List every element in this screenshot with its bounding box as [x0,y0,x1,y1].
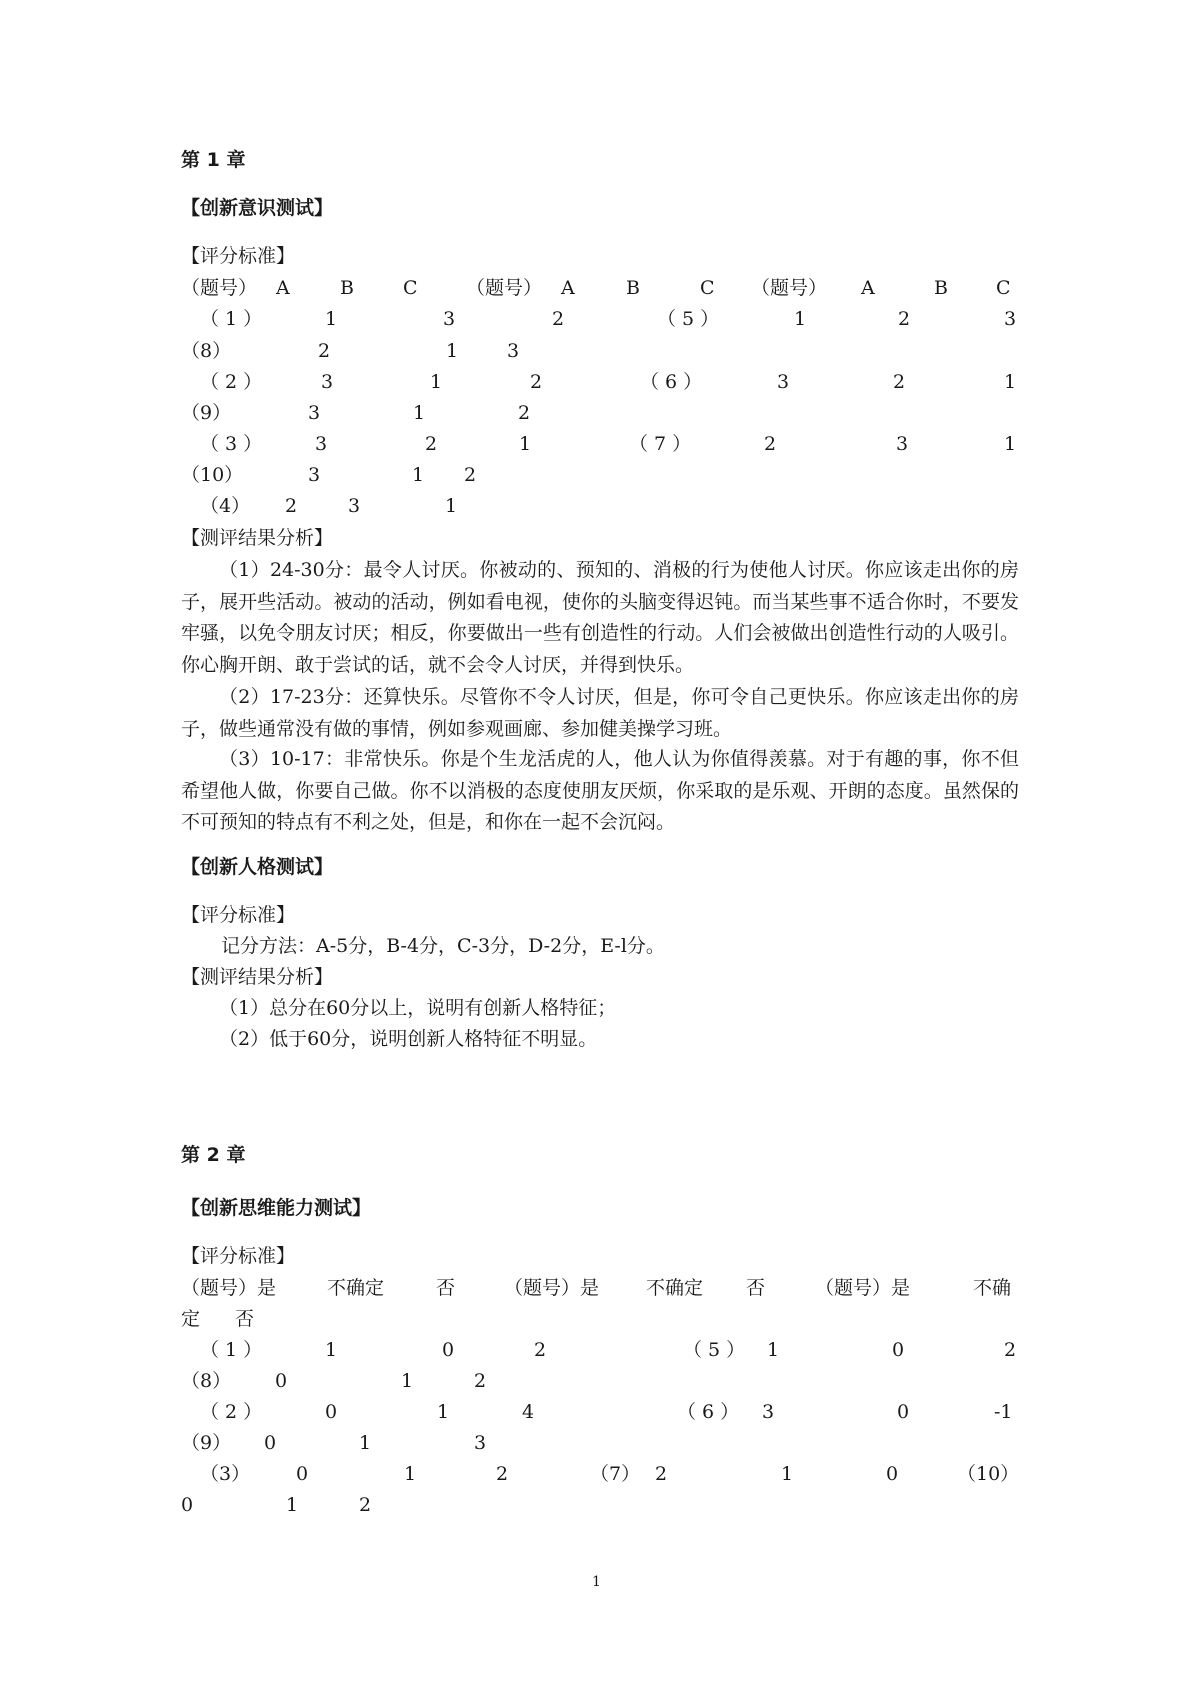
table-cell: 1 [325,1339,338,1361]
table-cell: C [700,277,715,299]
table-cell: A [861,277,875,299]
table-cell: B [340,277,354,299]
table-cell: 0 [886,1463,899,1485]
table-cell: 定 [181,1308,201,1330]
table-cell: 3 [474,1432,487,1454]
table-cell: （题号）是 [181,1277,277,1299]
table-cell: 3 [308,402,321,424]
table-cell: （ 7 ） [629,433,692,455]
analysis-paragraph: （3）10-17：非常快乐。你是个生龙活虎的人，他人认为你值得羡慕。对于有趣的事，你不但希望他人做，你要自己做。你不以消极的态度使朋友厌烦，你采取的是乐观、开朗的态度。虽然保的不可预知的特点有不利之处，但是，和你在一起不会沉闷。 [181,748,1019,833]
table-cell: 0 [275,1370,288,1392]
table-cell: （10） [181,464,244,486]
table-cell: 0 [897,1401,910,1423]
table-cell: 3 [308,464,321,486]
scoring-method: 记分方法：A-5分，B-4分，C-3分，D-2分，E-l分。 [221,935,665,957]
table-cell: （10） [957,1463,1020,1485]
table-cell: C [996,277,1011,299]
table-cell: B [626,277,640,299]
table-cell: 2 [534,1339,547,1361]
table-cell: （题号） [751,277,828,299]
analysis-paragraph: （1）24-30分：最令人讨厌。你被动的、预知的、消极的行为使他人讨厌。你应该走出你的房子，展开些活动。被动的活动，例如看电视，使你的头脑变得迟钝。而当某些事不适合你时，不要发牢骚，以免令朋友讨厌；相反，你要做出一些有创造性的行动。人们会被做出创造性行动的人吸引。你心胸开朗、敢于尝试的话，就不会令人讨厌，并得到快乐。 [181,559,1019,676]
table-cell: 2 [893,371,906,393]
table-cell: 2 [285,495,298,517]
table-cell: （4） [200,495,251,517]
table-cell: 4 [522,1401,535,1423]
table-cell: 1 [430,371,443,393]
table-cell: 1 [413,402,426,424]
table-cell: 0 [181,1494,194,1516]
table-cell: B [934,277,948,299]
table-cell: 否 [436,1277,456,1299]
table-cell: 1 [446,340,459,362]
table-cell: 3 [315,433,328,455]
table-cell: 3 [443,308,456,330]
table-cell: （题号） [466,277,543,299]
table-cell: 不确定 [327,1277,385,1299]
table-cell: （ 5 ） [683,1339,746,1361]
table-cell: 3 [321,371,334,393]
table-cell: 2 [474,1370,487,1392]
table-cell: 2 [318,340,331,362]
table-cell: （ 5 ） [657,308,720,330]
table-cell: -1 [994,1401,1013,1423]
analysis-item: （2）低于60分，说明创新人格特征不明显。 [219,1028,598,1050]
table-cell: （题号） [181,277,258,299]
table-cell: （9） [181,1432,232,1454]
table-cell: 2 [552,308,565,330]
table-cell: 1 [445,495,458,517]
table-cell: 2 [464,464,477,486]
table-cell: 1 [437,1401,450,1423]
table-cell: （8） [181,340,232,362]
table-cell: 不确定 [646,1277,704,1299]
analysis-item: （1）总分在60分以上，说明有创新人格特征； [219,997,617,1019]
analysis-label: 【测评结果分析】 [181,527,334,549]
table-cell: 2 [425,433,438,455]
table-cell: 3 [348,495,361,517]
innovative-personality-test-title: 【创新人格测试】 [181,856,334,878]
table-cell: 2 [898,308,911,330]
table-cell: 2 [530,371,543,393]
table-cell: 2 [764,433,777,455]
table-cell: 1 [412,464,425,486]
table-cell: 1 [325,308,338,330]
table-cell: （7） [590,1463,641,1485]
table-cell: （ 2 ） [200,371,263,393]
table-cell: 0 [264,1432,277,1454]
table-cell: 1 [401,1370,414,1392]
table-cell: （9） [181,402,232,424]
chapter-2-title: 第 2 章 [181,1144,246,1166]
table-cell: 1 [781,1463,794,1485]
innovative-thinking-test-title: 【创新思维能力测试】 [181,1197,372,1219]
table-cell: 3 [896,433,909,455]
scoring-label: 【评分标准】 [181,245,296,267]
table-cell: 2 [1004,1339,1017,1361]
chapter-1-title: 第 1 章 [181,149,246,171]
table-cell: 2 [496,1463,509,1485]
table-cell: 1 [1004,371,1017,393]
table-cell: （题号）是 [504,1277,600,1299]
table-cell: （ 6 ） [640,371,703,393]
table-cell: 否 [746,1277,766,1299]
table-cell: 3 [1004,308,1017,330]
table-cell: 0 [296,1463,309,1485]
table-cell: 3 [507,340,520,362]
table-cell: 1 [767,1339,780,1361]
page-number: 1 [592,1574,601,1590]
table-cell: 1 [1004,433,1017,455]
analysis-label: 【测评结果分析】 [181,966,334,988]
table-cell: （ 6 ） [677,1401,740,1423]
table-cell: 0 [442,1339,455,1361]
table-cell: C [403,277,418,299]
table-cell: 1 [359,1432,372,1454]
table-cell: A [561,277,575,299]
table-cell: 1 [794,308,807,330]
table-cell: （3） [200,1463,251,1485]
table-cell: 3 [777,371,790,393]
table-cell: 1 [286,1494,299,1516]
table-cell: 3 [762,1401,775,1423]
table-cell: （ 1 ） [200,308,263,330]
table-cell: 0 [892,1339,905,1361]
table-cell: 2 [518,402,531,424]
scoring-label: 【评分标准】 [181,1245,296,1267]
table-cell: 否 [235,1308,255,1330]
analysis-paragraph: （2）17-23分：还算快乐。尽管你不令人讨厌，但是，你可令自己更快乐。你应该走出你的房子，做些通常没有做的事情，例如参观画廊、参加健美操学习班。 [181,686,1019,740]
table-cell: （ 1 ） [200,1339,263,1361]
table-cell: （题号）是 [815,1277,911,1299]
table-cell: 0 [325,1401,338,1423]
table-cell: （8） [181,1370,232,1392]
table-cell: 1 [519,433,532,455]
table-cell: 2 [655,1463,668,1485]
table-cell: 1 [404,1463,417,1485]
table-cell: A [276,277,290,299]
innovation-awareness-test-title: 【创新意识测试】 [181,197,334,219]
table-cell: （ 2 ） [200,1401,263,1423]
table-cell: 2 [359,1494,372,1516]
table-cell: 不确 [973,1277,1012,1299]
scoring-label: 【评分标准】 [181,904,296,926]
table-cell: （ 3 ） [200,433,263,455]
